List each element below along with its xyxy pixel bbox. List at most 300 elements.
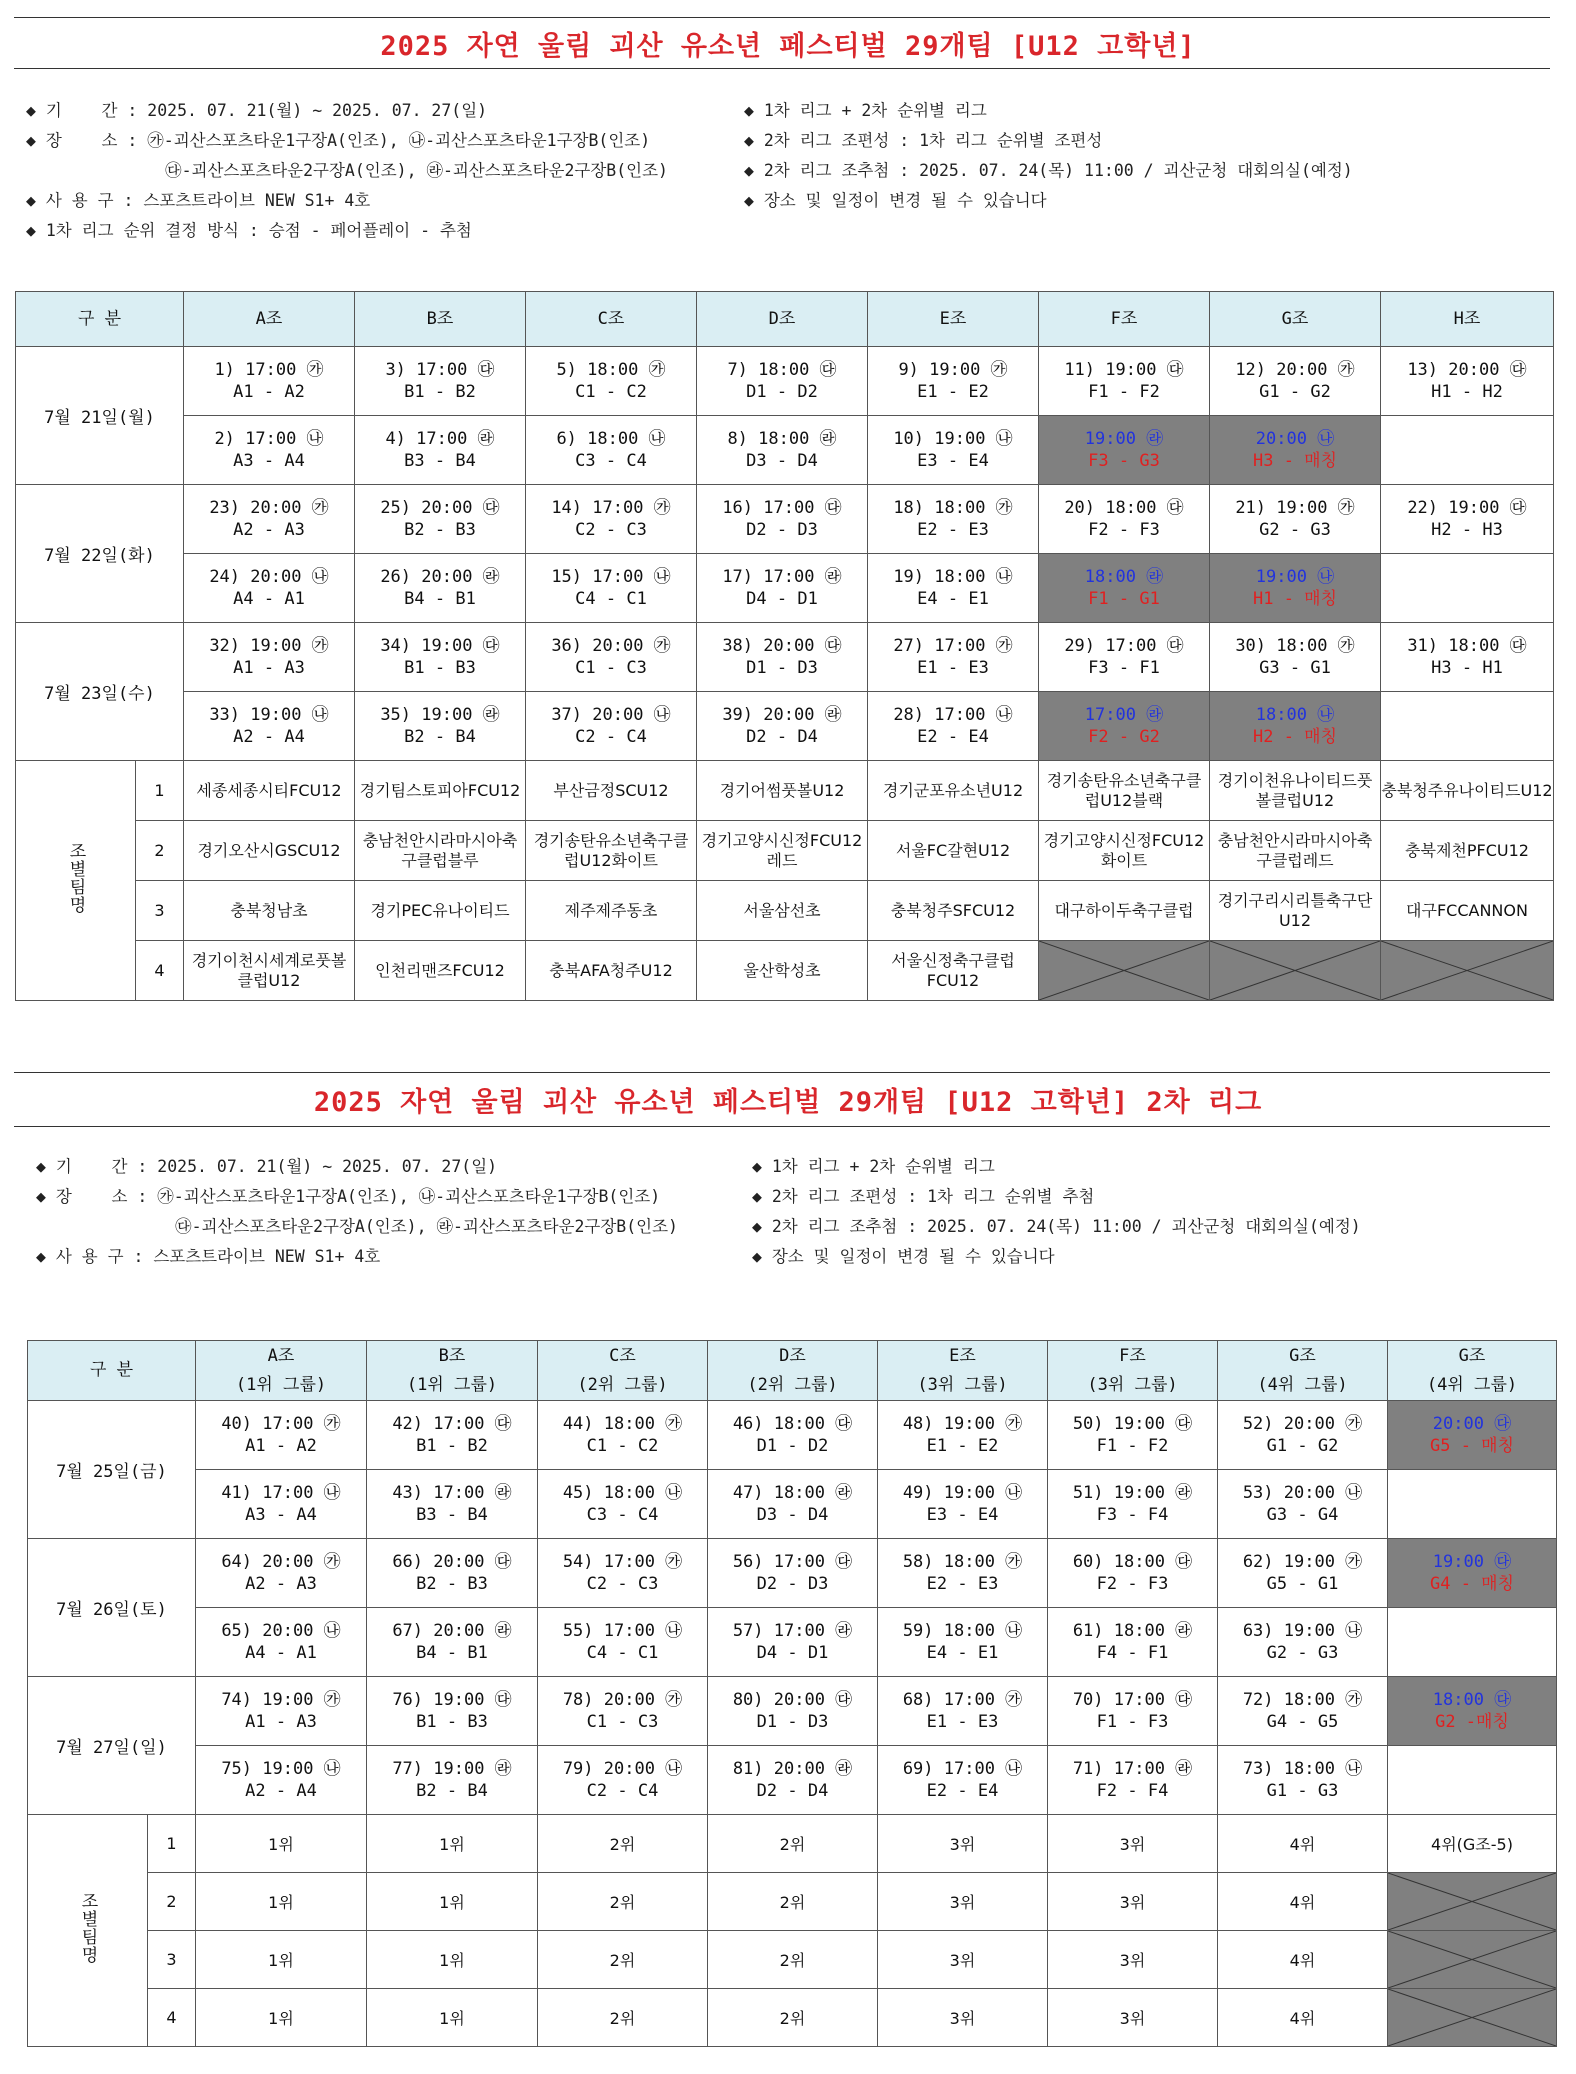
match-teams: G2 - G3 xyxy=(1266,1643,1339,1663)
match-teams: H2 - H3 xyxy=(1431,520,1503,540)
match-teams: H2 - 매칭 xyxy=(1252,727,1338,747)
match-teams: E4 - E1 xyxy=(926,1643,999,1663)
header-category xyxy=(28,1341,196,1401)
match-time: 69) 17:00 ㉯ xyxy=(902,1759,1023,1779)
match-row xyxy=(28,1746,1557,1815)
match-cell xyxy=(878,1470,1048,1539)
header-row xyxy=(28,1341,1557,1401)
team-name-cell: 충북AFA청주U12 xyxy=(526,941,697,1001)
match-teams: A1 - A2 xyxy=(245,1436,317,1456)
team-name-cell: 충북제천PFCU12 xyxy=(1381,821,1554,881)
match-cell xyxy=(868,485,1039,554)
match-cell xyxy=(355,485,526,554)
match-time: 72) 18:00 ㉮ xyxy=(1242,1690,1363,1710)
match-time: 71) 17:00 ㉱ xyxy=(1072,1759,1193,1779)
match-time: 44) 18:00 ㉮ xyxy=(562,1414,683,1434)
match-time: 8) 18:00 ㉱ xyxy=(727,429,837,449)
match-time: 63) 19:00 ㉯ xyxy=(1242,1621,1363,1641)
team-name-cell: 1위 xyxy=(196,1989,367,2047)
header-group-name: A조 xyxy=(267,1345,295,1366)
team-name-cell: 경기오산시GSCU12 xyxy=(184,821,355,881)
team-name-cell: 4위 xyxy=(1218,1931,1388,1989)
match-teams: F2 - G2 xyxy=(1088,727,1160,747)
match-cell xyxy=(367,1401,538,1470)
header-group xyxy=(1048,1341,1218,1401)
info-line: ◆ 장 소 : ㉮-괴산스포츠타운1구장A(인조), ㉯-괴산스포츠타운1구장B(인조) xyxy=(36,1187,661,1206)
team-name-cell: 인천리맨즈FCU12 xyxy=(355,941,526,1001)
match-teams: E1 - E3 xyxy=(926,1712,999,1732)
match-cell xyxy=(697,554,868,623)
match-time: 53) 20:00 ㉯ xyxy=(1242,1483,1363,1503)
match-time: 67) 20:00 ㉱ xyxy=(392,1621,512,1641)
top-rule-lower xyxy=(14,68,1550,69)
match-teams: G5 - 매칭 xyxy=(1429,1436,1515,1456)
team-name-cell: 경기이천시세계로풋볼클럽U12 xyxy=(184,941,355,1001)
match-time: 59) 18:00 ㉯ xyxy=(902,1621,1023,1641)
match-time: 49) 19:00 ㉯ xyxy=(902,1483,1023,1503)
team-name-cell: 제주제주동초 xyxy=(526,881,697,941)
match-row xyxy=(16,347,1554,416)
match-teams: B4 - B1 xyxy=(416,1643,488,1663)
match-time: 19:00 ㉰ xyxy=(1432,1552,1512,1572)
team-row xyxy=(16,941,1554,1001)
match-cell xyxy=(538,1401,708,1470)
header-group: G조 xyxy=(1210,292,1381,347)
match-time: 50) 19:00 ㉰ xyxy=(1072,1414,1193,1434)
match-teams: G2 -매칭 xyxy=(1435,1712,1509,1732)
match-teams: A3 - A4 xyxy=(245,1505,317,1525)
match-time: 80) 20:00 ㉰ xyxy=(732,1690,853,1710)
match-cell xyxy=(1048,1470,1218,1539)
match-cell xyxy=(708,1746,878,1815)
team-name-cell: 대구FCCANNON xyxy=(1381,881,1554,941)
match-cell xyxy=(868,347,1039,416)
empty-cell-cross xyxy=(1388,1931,1556,1988)
header-group xyxy=(708,1341,878,1401)
match-teams: E1 - E2 xyxy=(926,1436,999,1456)
match-cell xyxy=(196,1401,367,1470)
match-cell xyxy=(538,1539,708,1608)
match-cell xyxy=(708,1677,878,1746)
match-cell xyxy=(697,623,868,692)
match-cell xyxy=(1210,692,1381,761)
info-line: ◆ 장소 및 일정이 변경 될 수 있습니다 xyxy=(744,191,1047,210)
match-time: 4) 17:00 ㉱ xyxy=(385,429,495,449)
match-teams: B2 - B3 xyxy=(404,520,476,540)
match-time: 31) 18:00 ㉰ xyxy=(1407,636,1527,656)
match-teams: A4 - A1 xyxy=(233,589,305,609)
team-slot-number: 1 xyxy=(148,1815,196,1873)
team-name-cell: 4위 xyxy=(1218,1873,1388,1931)
team-name-cell: 경기PEC유나이티드 xyxy=(355,881,526,941)
match-cell xyxy=(708,1470,878,1539)
match-cell xyxy=(878,1539,1048,1608)
header-group: E조 xyxy=(868,292,1039,347)
second-rule-lower xyxy=(14,1126,1550,1127)
info-line: ◆ 2차 리그 조편성 : 1차 리그 순위별 추첨 xyxy=(752,1187,1095,1206)
match-teams: C2 - C3 xyxy=(575,520,647,540)
team-name-cell: 대구하이두축구클럽 xyxy=(1039,881,1210,941)
teams-label xyxy=(16,761,136,1001)
match-cell xyxy=(878,1401,1048,1470)
match-cell xyxy=(538,1746,708,1815)
match-teams: D3 - D4 xyxy=(746,451,818,471)
match-time: 27) 17:00 ㉮ xyxy=(893,636,1013,656)
team-name-cell: 경기팀스토피아FCU12 xyxy=(355,761,526,821)
header-group: F조 xyxy=(1039,292,1210,347)
match-cell xyxy=(878,1746,1048,1815)
match-cell xyxy=(1039,554,1210,623)
match-time: 42) 17:00 ㉰ xyxy=(392,1414,512,1434)
match-time: 17:00 ㉱ xyxy=(1084,705,1164,725)
header-group: H조 xyxy=(1381,292,1554,347)
match-time: 70) 17:00 ㉰ xyxy=(1072,1690,1193,1710)
match-teams: C1 - C2 xyxy=(586,1436,659,1456)
match-teams: E1 - E2 xyxy=(917,382,989,402)
match-cell xyxy=(1039,623,1210,692)
match-teams: D1 - D3 xyxy=(746,658,818,678)
info-line: ㉰-괴산스포츠타운2구장A(인조), ㉱-괴산스포츠타운2구장B(인조) xyxy=(26,161,668,180)
match-time: 76) 19:00 ㉰ xyxy=(392,1690,512,1710)
match-cell xyxy=(868,554,1039,623)
match-time: 81) 20:00 ㉱ xyxy=(732,1759,853,1779)
match-row xyxy=(16,554,1554,623)
match-teams: D2 - D4 xyxy=(746,727,818,747)
match-cell xyxy=(1218,1401,1388,1470)
match-cell xyxy=(1388,1539,1557,1608)
match-teams: C1 - C3 xyxy=(575,658,647,678)
match-time: 1) 17:00 ㉮ xyxy=(214,360,324,380)
match-cell xyxy=(184,623,355,692)
team-slot-number: 3 xyxy=(148,1931,196,1989)
match-teams: G3 - G1 xyxy=(1259,658,1331,678)
team-name-cell: 경기고양시신정FCU12레드 xyxy=(697,821,868,881)
match-teams: E3 - E4 xyxy=(926,1505,999,1525)
header-group: B조 xyxy=(355,292,526,347)
day-label: 7월 26일(토) xyxy=(28,1539,196,1677)
match-cell xyxy=(1218,1608,1388,1677)
match-time: 22) 19:00 ㉰ xyxy=(1407,498,1527,518)
match-time: 33) 19:00 ㉯ xyxy=(209,705,329,725)
team-name-cell: 충북청주SFCU12 xyxy=(868,881,1039,941)
match-teams: B1 - B3 xyxy=(416,1712,488,1732)
match-teams: F4 - F1 xyxy=(1096,1643,1169,1663)
match-time: 9) 19:00 ㉮ xyxy=(898,360,1008,380)
teams-label-text: 조별팀명 xyxy=(77,1892,98,1964)
match-cell xyxy=(868,692,1039,761)
team-name-cell: 부산금정SCU12 xyxy=(526,761,697,821)
match-cell xyxy=(196,1470,367,1539)
match-time: 13) 20:00 ㉰ xyxy=(1407,360,1527,380)
team-name-cell: 충북청주유나이티드U12 xyxy=(1381,761,1554,821)
match-cell xyxy=(1218,1470,1388,1539)
match-cell xyxy=(184,347,355,416)
match-teams: H3 - H1 xyxy=(1431,658,1503,678)
match-time: 10) 19:00 ㉯ xyxy=(893,429,1013,449)
match-teams: B1 - B2 xyxy=(404,382,476,402)
day-label: 7월 22일(화) xyxy=(16,485,184,623)
info-line: ◆ 기 간 : 2025. 07. 21(월) ~ 2025. 07. 27(일) xyxy=(36,1157,498,1176)
match-teams: C1 - C3 xyxy=(586,1712,659,1732)
info-line: ◆ 1차 리그 + 2차 순위별 리그 xyxy=(744,101,987,120)
match-teams: B3 - B4 xyxy=(416,1505,488,1525)
info-line: ◆ 기 간 : 2025. 07. 21(월) ~ 2025. 07. 27(일) xyxy=(26,101,488,120)
match-teams: G3 - G4 xyxy=(1266,1505,1339,1525)
match-time: 20:00 ㉰ xyxy=(1432,1414,1512,1434)
team-name-cell: 충남천안시라마시아축구클럽블루 xyxy=(355,821,526,881)
match-teams: D4 - D1 xyxy=(756,1643,829,1663)
match-time: 56) 17:00 ㉰ xyxy=(732,1552,853,1572)
empty-team-cell xyxy=(1388,1931,1557,1989)
match-teams: C3 - C4 xyxy=(575,451,647,471)
match-teams: F2 - F3 xyxy=(1088,520,1160,540)
match-cell xyxy=(355,692,526,761)
match-cell xyxy=(196,1746,367,1815)
match-teams: C1 - C2 xyxy=(575,382,647,402)
header-group-name: B조 xyxy=(438,1345,466,1366)
match-cell xyxy=(355,416,526,485)
match-teams: A2 - A4 xyxy=(233,727,305,747)
team-slot-number: 1 xyxy=(136,761,184,821)
match-teams: H3 - 매칭 xyxy=(1252,451,1338,471)
match-time: 14) 17:00 ㉮ xyxy=(551,498,671,518)
match-cell xyxy=(1039,485,1210,554)
team-name-cell: 2위 xyxy=(708,1931,878,1989)
match-time: 6) 18:00 ㉯ xyxy=(556,429,666,449)
match-time: 20:00 ㉯ xyxy=(1255,429,1335,449)
match-time: 35) 19:00 ㉱ xyxy=(380,705,500,725)
match-teams: E2 - E3 xyxy=(917,520,989,540)
match-row xyxy=(28,1401,1557,1470)
match-teams: D1 - D2 xyxy=(756,1436,829,1456)
team-name-cell: 1위 xyxy=(367,1989,538,2047)
match-teams: D1 - D3 xyxy=(756,1712,829,1732)
match-teams: B2 - B4 xyxy=(416,1781,488,1801)
info-block-left xyxy=(26,96,668,246)
match-teams: G2 - G3 xyxy=(1259,520,1331,540)
team-name-cell: 4위 xyxy=(1218,1989,1388,2047)
info-line: ◆ 장소 및 일정이 변경 될 수 있습니다 xyxy=(752,1247,1055,1266)
match-time: 29) 17:00 ㉰ xyxy=(1064,636,1184,656)
header-group xyxy=(367,1341,538,1401)
match-cell xyxy=(538,1677,708,1746)
match-cell xyxy=(868,416,1039,485)
match-teams: F1 - F2 xyxy=(1096,1436,1169,1456)
match-teams: H1 - 매칭 xyxy=(1252,589,1338,609)
match-time: 2) 17:00 ㉯ xyxy=(214,429,324,449)
match-time: 48) 19:00 ㉮ xyxy=(902,1414,1023,1434)
header-group-sub: (3위 그룹) xyxy=(1087,1374,1178,1395)
info-line: ◆ 1차 리그 순위 결정 방식 : 승점 - 페어플레이 - 추첨 xyxy=(26,221,472,240)
team-slot-number: 4 xyxy=(136,941,184,1001)
match-cell xyxy=(526,485,697,554)
match-time: 40) 17:00 ㉮ xyxy=(221,1414,341,1434)
match-teams: D2 - D3 xyxy=(746,520,818,540)
header-group-sub: (4위 그룹) xyxy=(1426,1374,1518,1395)
team-name-cell: 3위 xyxy=(1048,1873,1218,1931)
match-time: 20) 18:00 ㉰ xyxy=(1064,498,1184,518)
team-name-cell: 2위 xyxy=(708,1873,878,1931)
match-cell xyxy=(1218,1677,1388,1746)
match-time: 15) 17:00 ㉯ xyxy=(551,567,671,587)
header-group-name: F조 xyxy=(1119,1345,1146,1366)
match-time: 28) 17:00 ㉯ xyxy=(893,705,1013,725)
match-cell xyxy=(196,1608,367,1677)
match-cell xyxy=(367,1746,538,1815)
day-label: 7월 27일(일) xyxy=(28,1677,196,1815)
match-time: 60) 18:00 ㉰ xyxy=(1072,1552,1193,1572)
match-cell xyxy=(708,1539,878,1608)
match-teams: B1 - B2 xyxy=(416,1436,488,1456)
match-teams: F3 - F1 xyxy=(1088,658,1160,678)
match-cell xyxy=(196,1539,367,1608)
match-teams: A2 - A4 xyxy=(245,1781,317,1801)
info-block-right xyxy=(744,96,1353,216)
match-teams: F1 - G1 xyxy=(1088,589,1160,609)
match-cell xyxy=(367,1677,538,1746)
team-slot-number: 2 xyxy=(148,1873,196,1931)
empty-team-cell xyxy=(1210,941,1381,1001)
match-time: 54) 17:00 ㉮ xyxy=(562,1552,683,1572)
match-cell xyxy=(526,347,697,416)
match-time: 64) 20:00 ㉮ xyxy=(221,1552,341,1572)
match-cell xyxy=(697,485,868,554)
match-time: 30) 18:00 ㉮ xyxy=(1235,636,1355,656)
match-teams: F2 - F3 xyxy=(1096,1574,1169,1594)
second-rule-upper xyxy=(14,1072,1550,1073)
match-cell xyxy=(355,623,526,692)
team-name-cell: 3위 xyxy=(878,1931,1048,1989)
match-cell xyxy=(1381,347,1554,416)
match-time: 38) 20:00 ㉰ xyxy=(722,636,842,656)
info-line: ◆ 1차 리그 + 2차 순위별 리그 xyxy=(752,1157,995,1176)
match-teams: G4 - G5 xyxy=(1266,1712,1339,1732)
match-time: 43) 17:00 ㉱ xyxy=(392,1483,512,1503)
match-row xyxy=(16,623,1554,692)
match-cell xyxy=(1388,1470,1557,1539)
match-teams: D1 - D2 xyxy=(746,382,818,402)
match-cell xyxy=(184,485,355,554)
match-time: 45) 18:00 ㉯ xyxy=(562,1483,683,1503)
match-teams: D2 - D4 xyxy=(756,1781,829,1801)
info-line: ◆ 2차 리그 조편성 : 1차 리그 순위별 조편성 xyxy=(744,131,1103,150)
team-name-cell: 1위 xyxy=(196,1931,367,1989)
info-line: ◆ 장 소 : ㉮-괴산스포츠타운1구장A(인조), ㉯-괴산스포츠타운1구장B(인조) xyxy=(26,131,651,150)
header-group: D조 xyxy=(697,292,868,347)
match-time: 51) 19:00 ㉱ xyxy=(1072,1483,1193,1503)
match-row xyxy=(16,485,1554,554)
team-name-cell: 3위 xyxy=(878,1815,1048,1873)
header-group xyxy=(878,1341,1048,1401)
match-time: 74) 19:00 ㉮ xyxy=(221,1690,341,1710)
match-cell xyxy=(697,347,868,416)
match-cell xyxy=(526,416,697,485)
match-teams: B2 - B4 xyxy=(404,727,476,747)
match-time: 18) 18:00 ㉮ xyxy=(893,498,1013,518)
match-teams: A4 - A1 xyxy=(245,1643,317,1663)
match-cell xyxy=(1388,1677,1557,1746)
match-cell xyxy=(367,1608,538,1677)
match-cell xyxy=(184,692,355,761)
info-line: ◆ 사 용 구 : 스포츠트라이브 NEW S1+ 4호 xyxy=(26,191,371,210)
team-name-cell: 3위 xyxy=(1048,1931,1218,1989)
match-time: 18:00 ㉰ xyxy=(1432,1690,1512,1710)
match-teams: C2 - C3 xyxy=(586,1574,659,1594)
match-cell xyxy=(526,623,697,692)
team-name-cell: 2위 xyxy=(538,1931,708,1989)
first-league-schedule-table xyxy=(15,291,1554,1001)
match-time: 32) 19:00 ㉮ xyxy=(209,636,329,656)
team-row xyxy=(28,1873,1557,1931)
empty-cell-cross xyxy=(1388,1873,1556,1930)
team-slot-number: 2 xyxy=(136,821,184,881)
match-cell xyxy=(1039,416,1210,485)
match-time: 58) 18:00 ㉮ xyxy=(902,1552,1023,1572)
match-teams: G1 - G2 xyxy=(1259,382,1331,402)
header-group xyxy=(1388,1341,1557,1401)
match-time: 18:00 ㉯ xyxy=(1255,705,1335,725)
match-time: 19:00 ㉱ xyxy=(1084,429,1164,449)
team-name-cell: 3위 xyxy=(1048,1989,1218,2047)
match-cell xyxy=(697,692,868,761)
match-teams: B3 - B4 xyxy=(404,451,476,471)
match-time: 75) 19:00 ㉯ xyxy=(221,1759,341,1779)
header-group-name: G조 xyxy=(1458,1345,1486,1366)
match-cell xyxy=(1210,554,1381,623)
match-time: 41) 17:00 ㉯ xyxy=(221,1483,341,1503)
team-name-cell: 1위 xyxy=(367,1931,538,1989)
header-group xyxy=(1218,1341,1388,1401)
empty-cell-cross xyxy=(1381,941,1553,1000)
match-teams: G1 - G2 xyxy=(1266,1436,1339,1456)
header-row xyxy=(16,292,1554,347)
team-row xyxy=(16,821,1554,881)
match-teams: A2 - A3 xyxy=(245,1574,317,1594)
match-cell xyxy=(708,1401,878,1470)
match-cell xyxy=(1388,1401,1557,1470)
header-group-sub: (4위 그룹) xyxy=(1257,1374,1348,1395)
header-group-name: G조 xyxy=(1289,1345,1316,1366)
match-cell xyxy=(367,1470,538,1539)
match-teams: E1 - E3 xyxy=(917,658,989,678)
header-group xyxy=(196,1341,367,1401)
match-cell xyxy=(184,416,355,485)
match-time: 68) 17:00 ㉮ xyxy=(902,1690,1023,1710)
team-name-cell: 3위 xyxy=(1048,1815,1218,1873)
match-cell xyxy=(1381,623,1554,692)
empty-team-cell xyxy=(1039,941,1210,1001)
team-name-cell: 서울삼선초 xyxy=(697,881,868,941)
match-time: 17) 17:00 ㉱ xyxy=(722,567,842,587)
match-teams: B2 - B3 xyxy=(416,1574,488,1594)
teams-label xyxy=(28,1815,148,2047)
team-name-cell: 2위 xyxy=(538,1815,708,1873)
team-name-cell: 경기어썸풋볼U12 xyxy=(697,761,868,821)
match-teams: G5 - G1 xyxy=(1266,1574,1339,1594)
match-time: 16) 17:00 ㉰ xyxy=(722,498,842,518)
info-line: ◆ 2차 리그 조추첨 : 2025. 07. 24(목) 11:00 / 괴산군청 대회의실(예정) xyxy=(752,1217,1361,1236)
match-time: 65) 20:00 ㉯ xyxy=(221,1621,341,1641)
match-cell xyxy=(1048,1401,1218,1470)
match-row xyxy=(28,1677,1557,1746)
header-group-sub: (2위 그룹) xyxy=(747,1374,838,1395)
team-name-cell: 2위 xyxy=(708,1815,878,1873)
match-teams: F2 - F4 xyxy=(1096,1781,1169,1801)
team-row xyxy=(16,881,1554,941)
match-time: 47) 18:00 ㉱ xyxy=(732,1483,853,1503)
team-name-cell: 3위 xyxy=(878,1989,1048,2047)
team-name-cell: 충남천안시라마시아축구클럽레드 xyxy=(1210,821,1381,881)
